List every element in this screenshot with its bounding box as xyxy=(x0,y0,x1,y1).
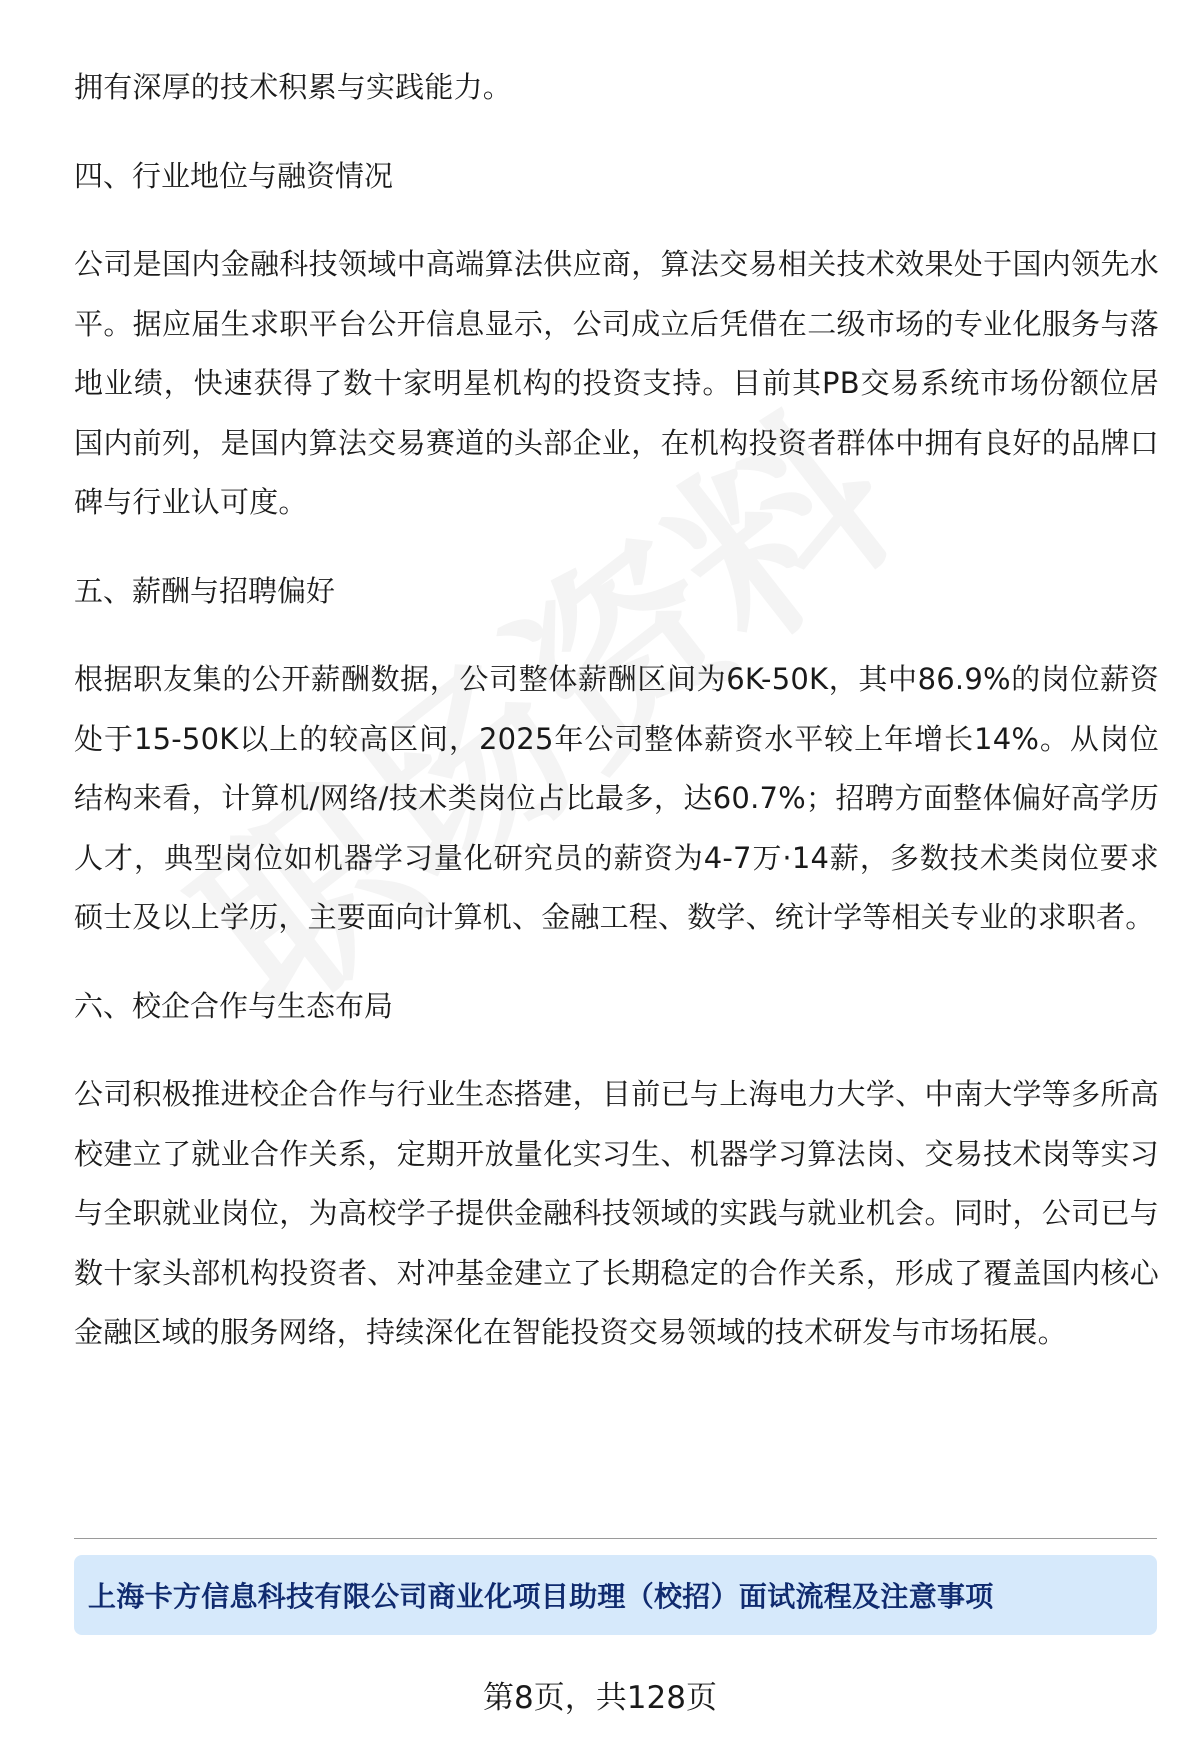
document-body xyxy=(74,58,1159,1363)
section-divider xyxy=(74,1538,1157,1539)
next-section-banner xyxy=(74,1555,1157,1635)
section-heading-industry-position: 四、行业地位与融资情况 xyxy=(74,158,394,193)
section-body-salary: 根据职友集的公开薪酬数据，公司整体薪酬区间为6K-50K，其中86.9%的岗位薪资处于15-50K以上的较高区间，2025年公司整体薪资水平较上年增长14%。从岗位结构来看，计算机/网络/技术类岗位占比最多，达60.7%；招聘方面整体偏好高学历人才，典型岗位如机器学习量化研究员的薪资为4-7万·14薪，多数技术类岗位要求硕士及以上学历，主要面向计算机、金融工程、数学、统计学等相关专业的求职者。 xyxy=(74,662,1159,934)
banner-title: 上海卡方信息科技有限公司商业化项目助理（校招）面试流程及注意事项 xyxy=(88,1580,994,1613)
section-heading-cooperation: 六、校企合作与生态布局 xyxy=(74,988,394,1023)
intro-tail-paragraph: 拥有深厚的技术积累与实践能力。 xyxy=(74,70,513,104)
section-heading-salary: 五、薪酬与招聘偏好 xyxy=(74,573,336,608)
section-body-cooperation: 公司积极推进校企合作与行业生态搭建，目前已与上海电力大学、中南大学等多所高校建立了就业合作关系，定期开放量化实习生、机器学习算法岗、交易技术岗等实习与全职就业岗位，为高校学子提供金融科技领域的实践与就业机会。同时，公司已与数十家头部机构投资者、对冲基金建立了长期稳定的合作关系，形成了覆盖国内核心金融区域的服务网络，持续深化在智能投资交易领域的技术研发与市场拓展。 xyxy=(74,1077,1159,1349)
page-number: 第8页，共128页 xyxy=(483,1680,717,1716)
section-body-industry-position: 公司是国内金融科技领域中高端算法供应商，算法交易相关技术效果处于国内领先水平。据应届生求职平台公开信息显示，公司成立后凭借在二级市场的专业化服务与落地业绩，快速获得了数十家明星机构的投资支持。目前其PB交易系统市场份额位居国内前列，是国内算法交易赛道的头部企业，在机构投资者群体中拥有良好的品牌口碑与行业认可度。 xyxy=(74,247,1159,519)
